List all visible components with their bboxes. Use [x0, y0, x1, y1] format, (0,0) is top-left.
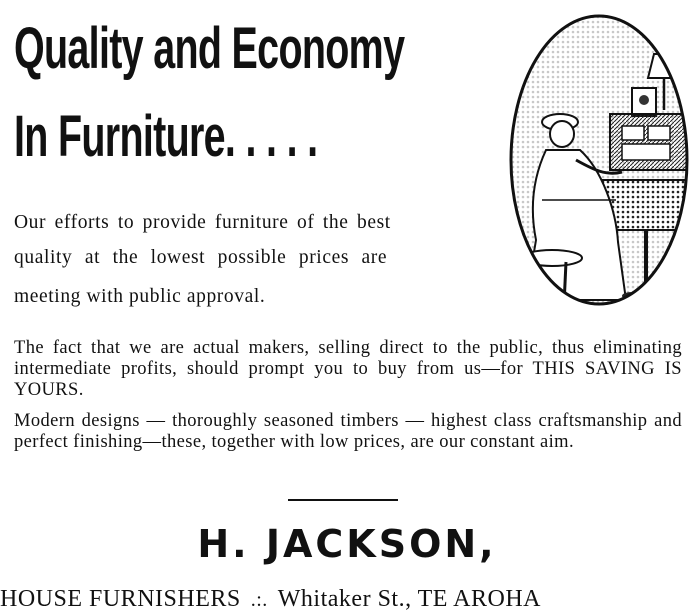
- trade-label: HOUSE FURNISHERS: [0, 586, 241, 612]
- business-name: H. JACKSON,: [197, 522, 497, 566]
- street-address: Whitaker St., TE AROHA: [277, 586, 541, 612]
- intro-line-2: quality at the lowest possible prices are: [14, 247, 388, 268]
- headline-line-2: In Furniture. . . . .: [14, 104, 318, 169]
- woman-at-desk-illustration: [506, 10, 692, 310]
- headline-line-1: Quality and Economy: [14, 16, 405, 81]
- separator-glyph: .:.: [250, 589, 268, 611]
- designs-paragraph-text: Modern designs — thoroughly seasoned timbers — highest class craftsmanship and perfect finishing—these, together with low prices, are our constant aim.: [14, 411, 682, 452]
- makers-paragraph-text: The fact that we are actual makers, selling direct to the public, thus eliminating intermediate profits, should prompt you to buy from us—for THIS SAVING IS YOURS.: [14, 338, 682, 400]
- business-address-line: [0, 586, 541, 613]
- intro-line-3: meeting with public approval.: [14, 286, 266, 307]
- makers-paragraph: [14, 338, 682, 401]
- designs-paragraph: [14, 411, 682, 453]
- intro-line-1: Our efforts to provide furniture of the best: [14, 212, 391, 233]
- divider-rule: [288, 499, 398, 501]
